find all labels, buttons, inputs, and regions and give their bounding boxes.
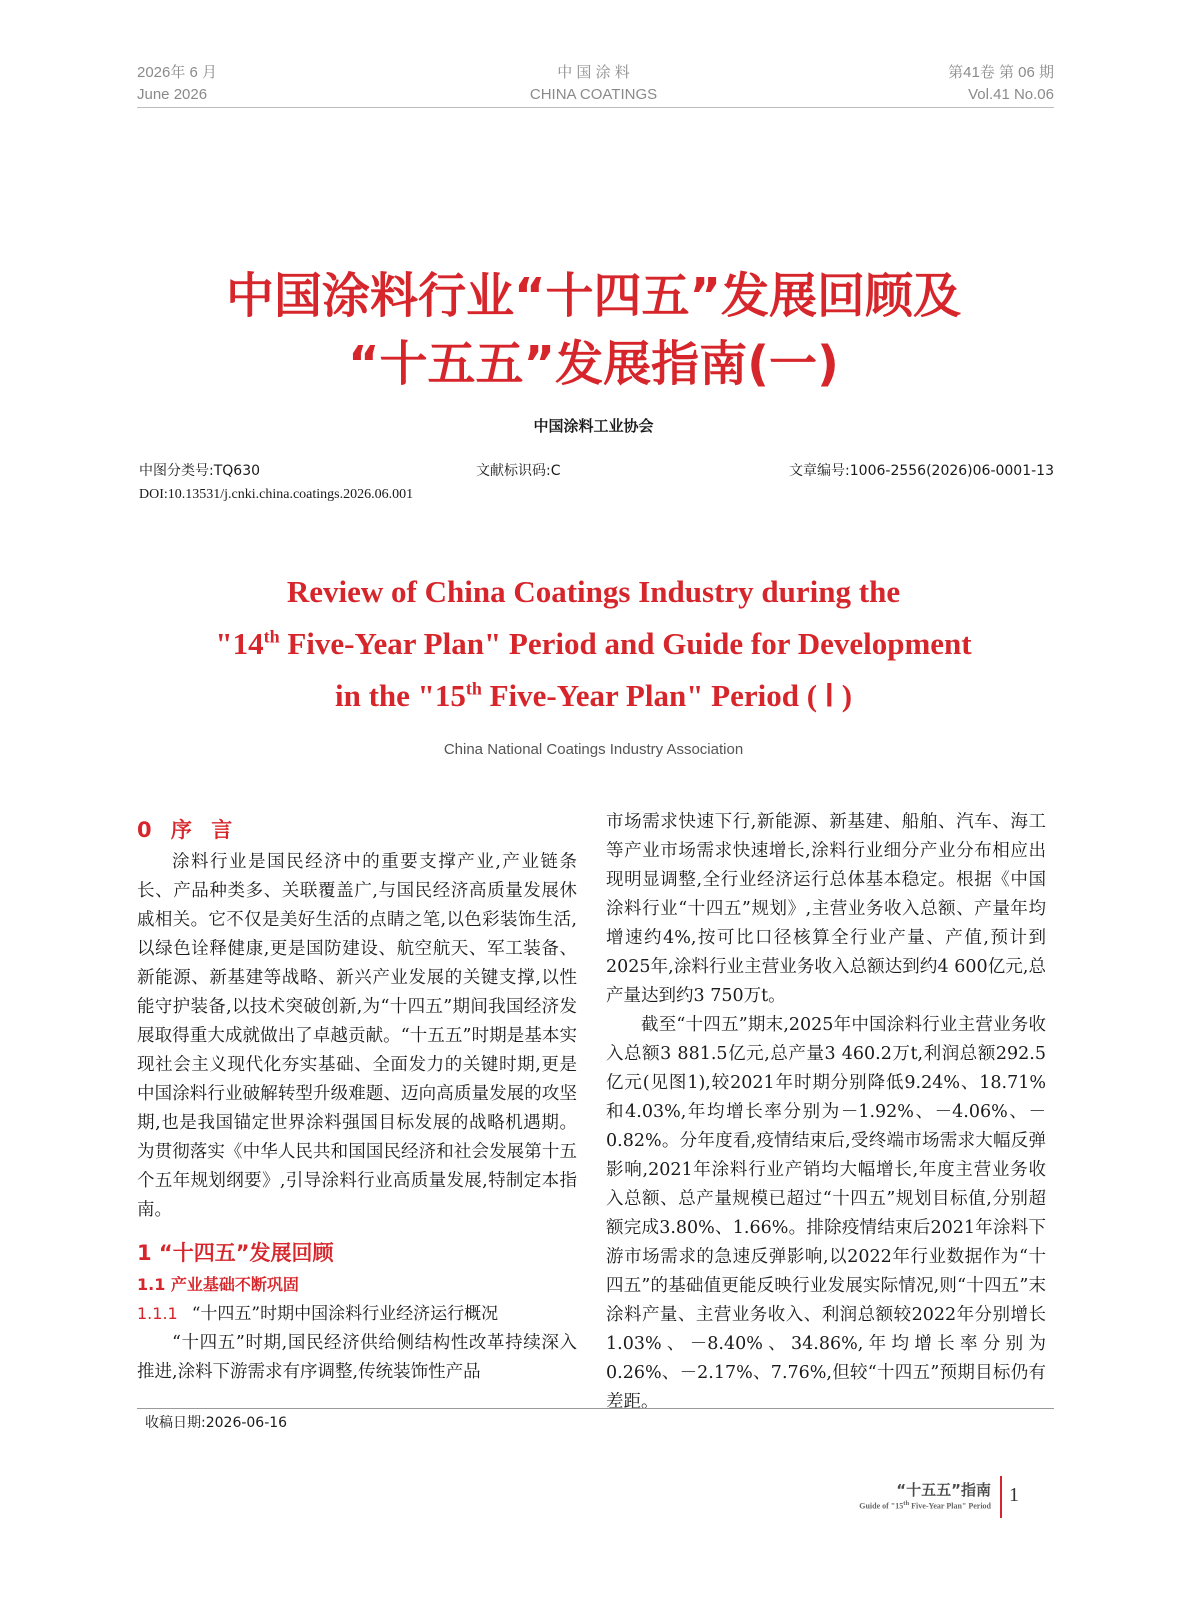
header-date-en: June 2026: [137, 86, 208, 103]
article-number: 文章编号:1006-2556(2026)06-0001-13: [789, 463, 1054, 479]
header-date-cn: 2026年 6 月: [137, 64, 218, 81]
section-1-1-1-heading: 1.1.1 “十四五”时期中国涂料行业经济运行概况: [137, 1304, 499, 1324]
title-cn-line2: “十五五”发展指南(一): [348, 336, 839, 392]
page-number: 1: [1009, 1484, 1019, 1506]
header-volume: [948, 62, 1054, 106]
body-right-column: [606, 808, 1046, 1417]
title-cn: [0, 262, 1187, 398]
title-en-line2: "14th Five-Year Plan" Period and Guide for Development: [215, 626, 972, 661]
author-cn: 中国涂料工业协会: [533, 417, 654, 435]
header-volume-cn: 第41卷 第 06 期: [948, 64, 1054, 81]
section-0-heading: 0 序 言: [137, 818, 239, 842]
document-code: 文献标识码:C: [476, 463, 561, 479]
running-footer: [859, 1479, 991, 1511]
header-volume-en: Vol.41 No.06: [968, 86, 1054, 103]
section-1-1-heading: 1.1 产业基础不断巩固: [137, 1275, 299, 1294]
running-footer-cn: “十五五”指南: [896, 1481, 991, 1499]
header-divider: [137, 107, 1054, 108]
doi: DOI:10.13531/j.cnki.china.coatings.2026.06.001: [139, 487, 414, 502]
footer-divider: [137, 1408, 1054, 1409]
section-1-heading: 1 “十四五”发展回顾: [137, 1241, 334, 1265]
title-en: [0, 566, 1187, 722]
right-paragraph-2: 截至“十四五”期末,2025年中国涂料行业主营业务收入总额3 881.5亿元,总产量3 460.2万t,利润总额292.5亿元(见图1),较2021年时期分别降低9.24%、18.71%和4.03%,年均增长率分别为－1.92%、－4.06%、－0.82%。分年度看,疫情结束后,受终端市场需求大幅反弹影响,2021年涂料行业产销均大幅增长,年度主营业务收入总额、总产量规模已超过“十四五”规划目标值,分别超额完成3.80%、1.66%。排除疫情结束后2021年涂料下游市场需求的急速反弹影响,以2022年行业数据作为“十四五”的基础值更能反映行业发展实际情况,则“十四五”末涂料产量、主营业务收入、利润总额较2022年分别增长1.03%、－8.40%、34.86%,年均增长率分别为0.26%、－2.17%、7.76%,但较“十四五”预期目标仍有差距。: [606, 1015, 1046, 1412]
running-footer-en: Guide of "15th Five-Year Plan" Period: [859, 1500, 991, 1511]
header-journal-cn: 中 国 涂 料: [557, 64, 630, 81]
section-1-1-1-paragraph: “十四五”时期,国民经济供给侧结构性改革持续深入推进,涂料下游需求有序调整,传统装饰性产品: [137, 1333, 577, 1382]
clc-number: 中图分类号:TQ630: [139, 463, 261, 479]
received-date: 收稿日期:2026-06-16: [145, 1415, 288, 1431]
author-en: China National Coatings Industry Association: [443, 741, 744, 758]
header-journal-en: CHINA COATINGS: [529, 86, 658, 103]
section-0-paragraph: 涂料行业是国民经济中的重要支撑产业,产业链条长、产品种类多、关联覆盖广,与国民经济高质量发展休戚相关。它不仅是美好生活的点睛之笔,以色彩装饰生活,以绿色诠释健康,更是国防建设、航空航天、军工装备、新能源、新基建等战略、新兴产业发展的关键支撑,以性能守护装备,以技术突破创新,为“十四五”期间我国经济发展取得重大成就做出了卓越贡献。“十五五”时期是基本实现社会主义现代化夯实基础、全面发力的关键时期,更是中国涂料行业破解转型升级难题、迈向高质量发展的攻坚期,也是我国锚定世界涂料强国目标发展的战略机遇期。为贯彻落实《中华人民共和国国民经济和社会发展第十五个五年规划纲要》,引导涂料行业高质量发展,特制定本指南。: [137, 852, 577, 1220]
body-left-column: [137, 812, 577, 1387]
footer-accent-bar: [1000, 1476, 1002, 1518]
right-paragraph-1: 市场需求快速下行,新能源、新基建、船舶、汽车、海工等产业市场需求快速增长,涂料行业细分产业分布相应出现明显调整,全行业经济运行总体基本稳定。根据《中国涂料行业“十四五”规划》,主营业务收入总额、产量年均增速约4%,按可比口径核算全行业产量、产值,预计到2025年,涂料行业主营业务收入总额达到约4 600亿元,总产量达到约3 750万t。: [606, 812, 1046, 1006]
title-en-line3: in the "15th Five-Year Plan" Period ( Ⅰ ): [334, 678, 853, 713]
title-en-line1: Review of China Coatings Industry during the: [286, 574, 901, 609]
title-cn-line1: 中国涂料行业“十四五”发展回顾及: [225, 268, 962, 324]
